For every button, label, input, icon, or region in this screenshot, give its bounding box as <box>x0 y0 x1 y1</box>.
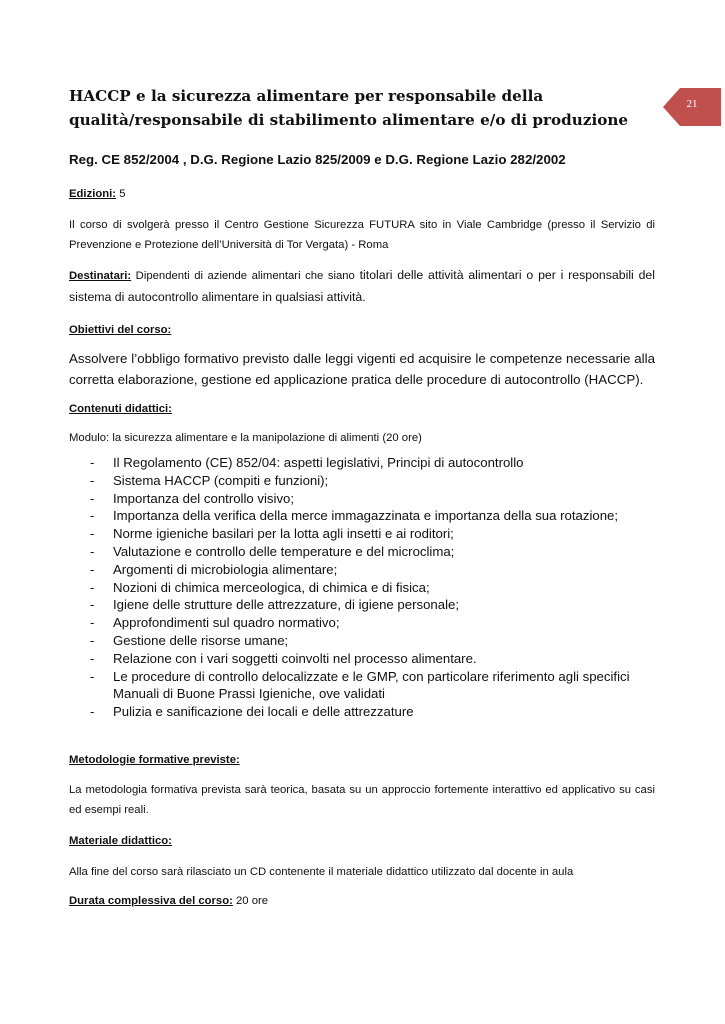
bullet-dash: - <box>90 526 95 542</box>
bullet-dash: - <box>90 615 95 631</box>
metodologie-label: Metodologie formative previste: <box>69 753 240 766</box>
document-body <box>69 84 655 911</box>
bullet-dash: - <box>90 668 95 684</box>
topic-item <box>69 579 655 597</box>
topic-item <box>69 507 655 525</box>
modulo-line: Modulo: la sicurezza alimentare e la manipolazione di alimenti (20 ore) <box>69 432 422 444</box>
topic-text: Argomenti di microbiologia alimentare; <box>113 561 338 577</box>
topic-text: Nozioni di chimica merceologica, di chimica e di fisica; <box>113 579 430 595</box>
page-number-badge <box>663 88 721 126</box>
destinatari-text: titolari delle attività alimentari o per i responsabili del sistema di autocontrollo alimentare in qualsiasi attività. <box>69 268 655 304</box>
topic-item <box>69 632 655 650</box>
page-number: 21 <box>686 98 698 110</box>
materiale-heading <box>69 831 655 851</box>
bullet-dash: - <box>90 455 95 470</box>
topic-item <box>69 525 655 543</box>
edizioni-label: Edizioni: <box>69 188 117 200</box>
metodologie-heading <box>69 750 655 770</box>
topic-text: Approfondimenti sul quadro normativo; <box>113 615 340 631</box>
topic-item <box>69 668 655 704</box>
destinatari-lead: Dipendenti di aziende alimentari che siano <box>131 270 355 282</box>
edizioni-line <box>69 184 655 204</box>
obiettivi-label: Obiettivi del corso: <box>69 324 172 336</box>
regulation-reference: Reg. CE 852/2004 , D.G. Regione Lazio 825/2009 e D.G. Regione Lazio 282/2002 <box>69 152 566 167</box>
bullet-dash: - <box>90 490 95 506</box>
topic-text: Il Regolamento (CE) 852/04: aspetti legislativi, Principi di autocontrollo <box>113 455 524 470</box>
materiale-text: Alla fine del corso sarà rilasciato un CD contenente il materiale didattico utilizzato dal docente in aula <box>69 865 574 878</box>
course-title: HACCP e la sicurezza alimentare per responsabile della qualità/responsabile di stabilimento alimentare e/o di produzione <box>69 87 629 129</box>
topic-text: Gestione delle risorse umane; <box>113 632 289 648</box>
topic-text: Sistema HACCP (compiti e funzioni); <box>113 472 329 488</box>
durata-label: Durata complessiva del corso: <box>69 894 233 907</box>
topic-item <box>69 454 655 472</box>
durata-line <box>69 891 655 911</box>
bullet-dash: - <box>90 561 95 577</box>
topic-text: Le procedure di controllo delocalizzate e le GMP, con particolare riferimento agli specifici Manuali di Buone Prassi Igieniche, ove validati <box>113 668 630 702</box>
topic-item <box>69 561 655 579</box>
bullet-dash: - <box>90 579 95 595</box>
edizioni-value: 5 <box>116 188 126 200</box>
topics-list <box>69 454 655 721</box>
contenuti-label: Contenuti didattici: <box>69 403 172 415</box>
course-location: Il corso di svolgerà presso il Centro Gestione Sicurezza FUTURA sito in Viale Cambridge (presso il Servizio di Prevenzione e Protezione dell’Università di Tor Vergata) - Roma <box>69 219 655 251</box>
topic-item <box>69 490 655 508</box>
topic-text: Importanza della verifica della merce immagazzinata e importanza della sua rotazione; <box>113 508 619 524</box>
bullet-dash: - <box>90 543 95 559</box>
topic-item <box>69 614 655 632</box>
bullet-dash: - <box>90 508 95 524</box>
topic-item <box>69 472 655 490</box>
bullet-dash: - <box>90 650 95 666</box>
topic-item <box>69 650 655 668</box>
destinatari-label: Destinatari: <box>69 270 132 282</box>
topic-text: Importanza del controllo visivo; <box>113 490 295 506</box>
materiale-label: Materiale didattico: <box>69 834 172 847</box>
durata-value: 20 ore <box>232 894 269 907</box>
obiettivi-text: Assolvere l’obbligo formativo previsto dalle leggi vigenti ed acquisire le competenze necessarie alla corretta elaborazione, gestione ed applicazione pratica delle procedure di autocontrollo (HACCP). <box>69 351 655 387</box>
topic-text: Valutazione e controllo delle temperature e del microclima; <box>113 543 455 559</box>
destinatari-paragraph <box>69 265 655 308</box>
obiettivi-heading <box>69 320 655 340</box>
contenuti-heading <box>69 399 655 419</box>
bullet-dash: - <box>90 597 95 613</box>
topic-item <box>69 543 655 561</box>
topic-text: Pulizia e sanificazione dei locali e delle attrezzature <box>113 704 414 720</box>
metodologie-text: La metodologia formativa prevista sarà teorica, basata su un approccio fortemente interattivo ed applicativo su casi ed esempi reali. <box>69 783 655 816</box>
bullet-dash: - <box>90 472 95 488</box>
bullet-dash: - <box>90 632 95 648</box>
topic-item <box>69 703 655 721</box>
topic-text: Norme igieniche basilari per la lotta agli insetti e ai roditori; <box>113 526 454 542</box>
topic-text: Igiene delle strutture delle attrezzature, di igiene personale; <box>113 597 460 613</box>
topic-text: Relazione con i vari soggetti coinvolti nel processo alimentare. <box>113 650 477 666</box>
bullet-dash: - <box>90 704 95 720</box>
topic-item <box>69 596 655 614</box>
